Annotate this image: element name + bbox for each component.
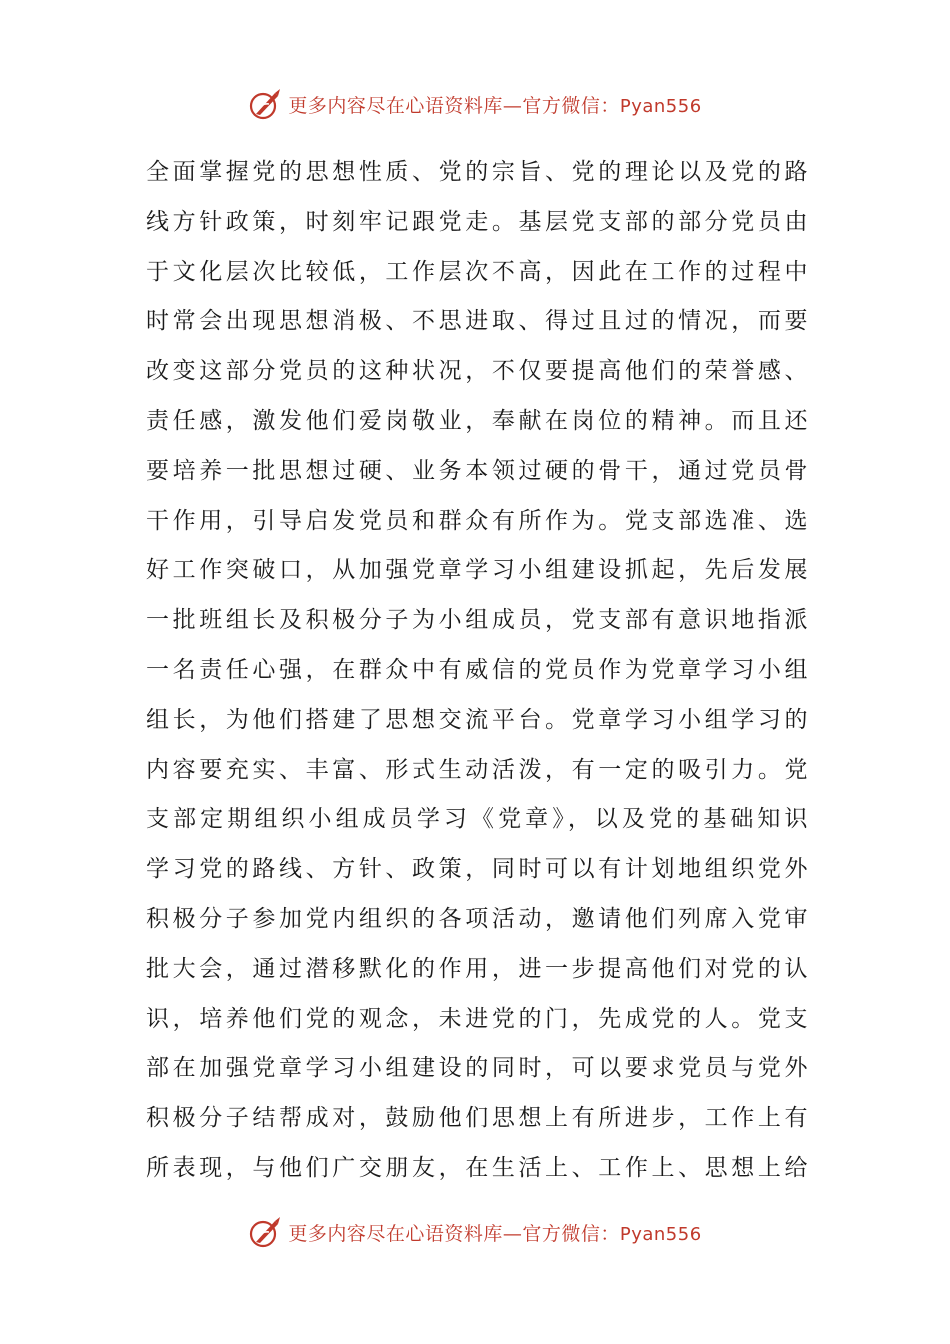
quill-pen-icon <box>248 87 282 121</box>
text-line: 部在加强党章学习小组建设的同时，可以要求党员与党外 <box>146 1055 811 1082</box>
text-line: 内容要充实、丰富、形式生动活泼，有一定的吸引力。党 <box>146 756 811 783</box>
header-banner <box>0 84 950 124</box>
banner-text: 更多内容尽在心语资料库—官方微信：Pyan556 <box>288 1222 702 1245</box>
banner-text: 更多内容尽在心语资料库—官方微信：Pyan556 <box>288 94 702 117</box>
text-line: 学习党的路线、方针、政策，同时可以有计划地组织党外 <box>146 856 811 883</box>
text-line: 时常会出现思想消极、不思进取、得过且过的情况，而要 <box>146 308 811 335</box>
text-line: 责任感，激发他们爱岗敬业，奉献在岗位的精神。而且还 <box>146 407 811 434</box>
text-line: 支部定期组织小组成员学习《党章》，以及党的基础知识 <box>146 806 811 833</box>
text-line: 全面掌握党的思想性质、党的宗旨、党的理论以及党的路 <box>146 159 811 185</box>
text-line: 要培养一批思想过硬、业务本领过硬的骨干，通过党员骨 <box>146 457 811 484</box>
text-line: 一批班组长及积极分子为小组成员，党支部有意识地指派 <box>146 607 811 634</box>
text-line: 线方针政策，时刻牢记跟党走。基层党支部的部分党员由 <box>146 208 811 235</box>
text-line: 好工作突破口，从加强党章学习小组建设抓起，先后发展 <box>146 557 811 584</box>
wechat-id: Pyan556 <box>619 1223 702 1245</box>
text-line: 一名责任心强，在群众中有威信的党员作为党章学习小组 <box>146 656 811 683</box>
text-line: 积极分子参加党内组织的各项活动，邀请他们列席入党审 <box>146 905 811 932</box>
text-line: 组长，为他们搭建了思想交流平台。党章学习小组学习的 <box>146 706 811 733</box>
text-line: 改变这部分党员的这种状况，不仅要提高他们的荣誉感、 <box>146 358 811 385</box>
quill-pen-icon <box>248 1215 282 1249</box>
wechat-id: Pyan556 <box>619 95 702 117</box>
document-body <box>146 148 811 1194</box>
text-line: 批大会，通过潜移默化的作用，进一步提高他们对党的认 <box>146 955 811 982</box>
text-line: 识，培养他们党的观念，未进党的门，先成党的人。党支 <box>146 1005 811 1032</box>
text-line: 积极分子结帮成对，鼓励他们思想上有所进步，工作上有 <box>146 1105 811 1132</box>
text-line: 于文化层次比较低，工作层次不高，因此在工作的过程中 <box>146 258 811 285</box>
text-line: 干作用，引导启发党员和群众有所作为。党支部选准、选 <box>146 507 811 534</box>
footer-banner <box>0 1212 950 1252</box>
text-line: 所表现，与他们广交朋友，在生活上、工作上、思想上给 <box>146 1154 811 1181</box>
